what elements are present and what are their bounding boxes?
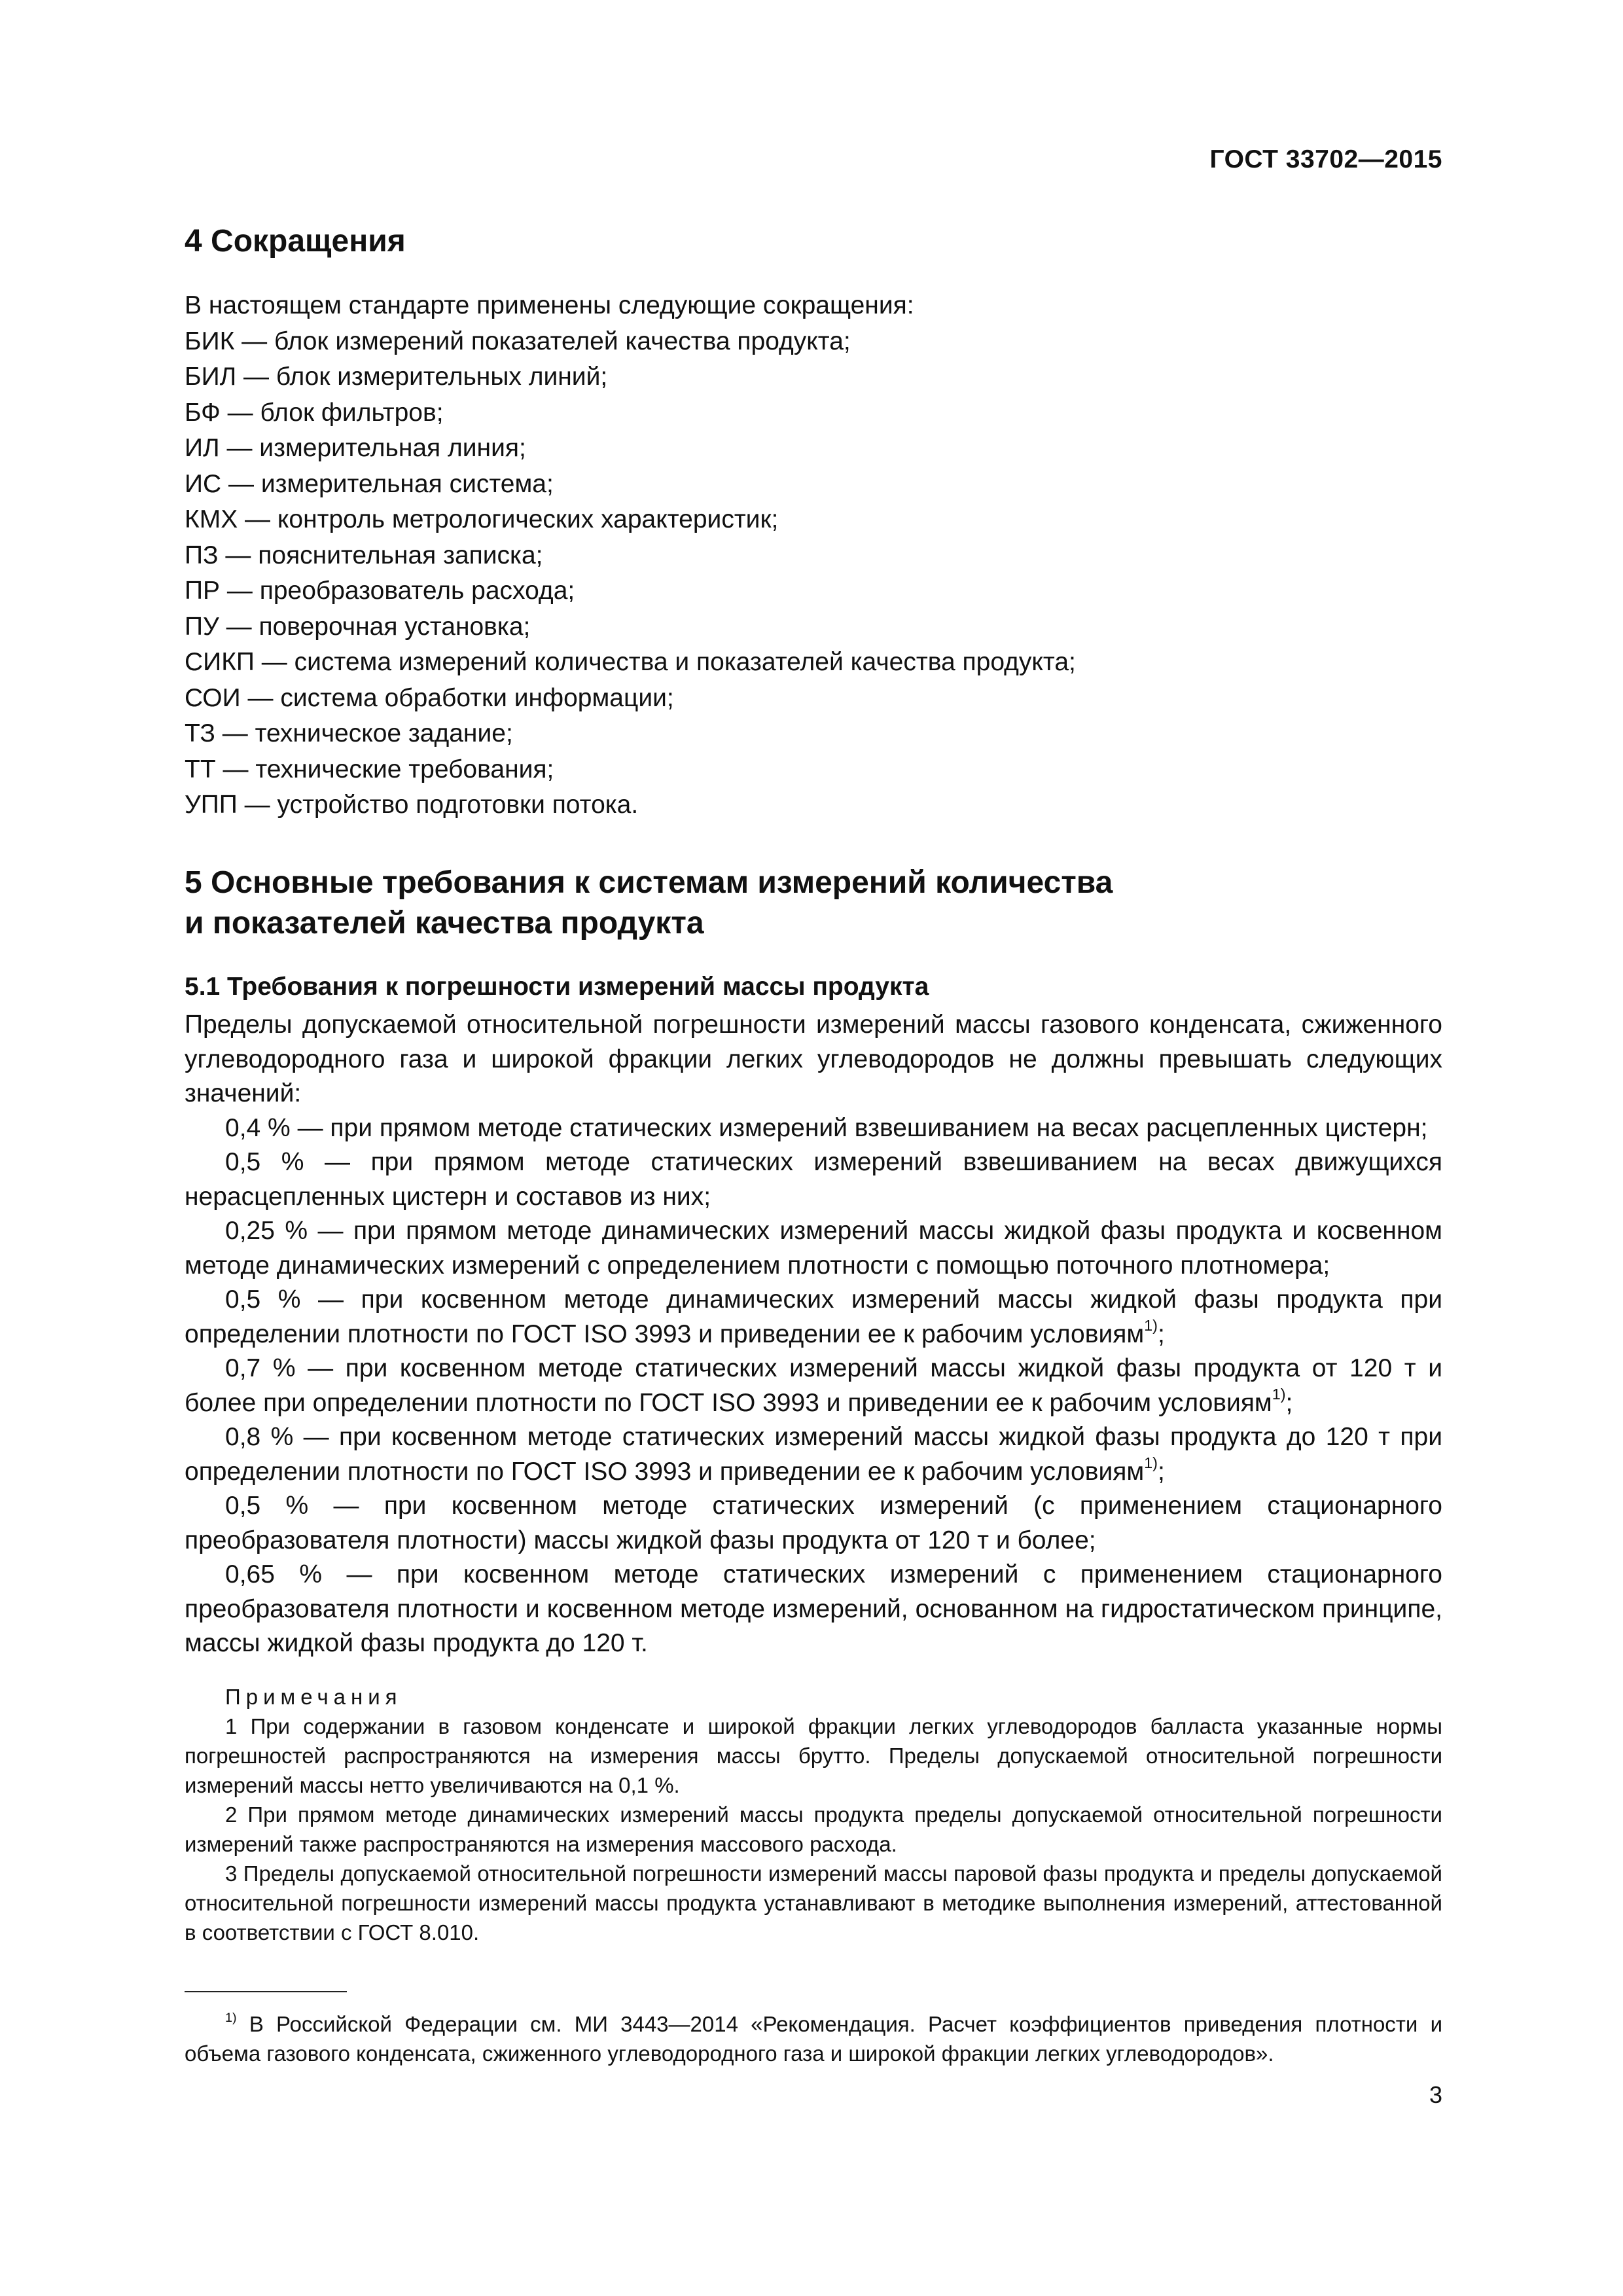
abbreviation-item: СОИ — система обработки информации;: [185, 683, 674, 712]
paragraph-text: Пределы допускаемой относительной погрешности измерений массы газового конденсата, сжиженного углеводородного газа и широкой фракции легких углеводородов не должны превышать следующих значений:: [185, 1011, 1442, 1107]
abbreviation-item: ТЗ — техническое задание;: [185, 719, 513, 747]
paragraph: [185, 1008, 1442, 1111]
abbreviation-item: БИЛ — блок измерительных линий;: [185, 363, 608, 391]
abbreviation-item: ТТ — технические требования;: [185, 755, 554, 783]
footnote-ref: 1): [1144, 1317, 1158, 1334]
abbreviation-item: БИК — блок измерений показателей качества продукта;: [185, 327, 851, 355]
section-5-title: [185, 863, 1113, 944]
requirement-item: [185, 1420, 1442, 1489]
requirement-text: 0,5 % — при прямом методе статических измерений взвешиванием на весах движущихся нерасцепленных цистерн и составов из них;: [185, 1148, 1442, 1211]
requirement-text: 0,8 % — при косвенном методе статических измерений массы жидкой фазы продукта до 120 т при определении плотности по ГОСТ ISO 3993 и приведении ее к рабочим условиям: [185, 1423, 1442, 1486]
requirement-text: 0,5 % — при косвенном методе статических измерений (с применением стационарного преобразователя плотности) массы жидкой фазы продукта от 120 т и более;: [185, 1492, 1442, 1554]
subsection-5-1-body: [185, 1008, 1442, 1661]
requirement-item: [185, 1489, 1442, 1558]
document-page: [185, 0, 1442, 2296]
requirement-tail: ;: [1285, 1388, 1293, 1417]
section-4-title: 4 Сокращения: [185, 224, 406, 259]
footnote-text: В Российской Федерации см. МИ 3443—2014 «Рекомендация. Расчет коэффициентов приведения плотности и объема газового конденсата, сжиженного углеводородного газа и широкой фракции легких углеводородов».: [185, 2012, 1442, 2066]
abbreviation-item: ПУ — поверочная установка;: [185, 612, 531, 641]
abbreviation-item: УПП — устройство подготовки потока.: [185, 791, 639, 819]
requirement-item: [185, 1283, 1442, 1352]
subsection-5-1-title: 5.1 Требования к погрешности измерений массы продукта: [185, 973, 929, 1001]
requirement-item: [185, 1111, 1442, 1146]
requirement-item: [185, 1558, 1442, 1661]
note-item: 1 При содержании в газовом конденсате и широкой фракции легких углеводородов балласта указанные нормы погрешностей распространяются на измерения массы брутто. Пределы допускаемой относительной погрешности измерений массы нетто увеличиваются на 0,1 %.: [185, 1714, 1442, 1797]
section-5-title-line1: 5 Основные требования к системам измерений количества: [185, 865, 1113, 900]
requirement-item: [185, 1214, 1442, 1283]
requirement-tail: ;: [1157, 1319, 1165, 1348]
footnote-ref: 1): [1144, 1454, 1158, 1471]
note-item: 3 Пределы допускаемой относительной погрешности измерений массы паровой фазы продукта и пределы допускаемой относительной погрешности измерений массы продукта устанавливают в методике выполнения измерений, аттестованной в соответствии с ГОСТ 8.010.: [185, 1861, 1442, 1945]
notes-title: Примечания: [225, 1685, 402, 1709]
requirement-text: 0,65 % — при косвенном методе статических измерений с применением стационарного преобразователя плотности и косвенном методе измерений, основанном на гидростатическом принципе, массы жидкой фазы продукта до 120 т.: [185, 1560, 1442, 1657]
note-item: 2 При прямом методе динамических измерений массы продукта пределы допускаемой относительной погрешности измерений также распространяются на измерения массового расхода.: [185, 1803, 1442, 1856]
footnote-ref: 1): [1272, 1386, 1286, 1403]
footnote-separator: [185, 1991, 347, 1992]
requirement-item: [185, 1145, 1442, 1214]
requirement-text: 0,5 % — при косвенном методе динамических измерений массы жидкой фазы продукта при определении плотности по ГОСТ ISO 3993 и приведении ее к рабочим условиям: [185, 1285, 1442, 1348]
notes-block: [185, 1682, 1442, 1947]
footnote: [185, 2009, 1442, 2068]
abbreviations-list: [185, 288, 1442, 823]
abbreviation-item: ИЛ — измерительная линия;: [185, 434, 526, 462]
requirement-text: 0,4 % — при прямом методе статических измерений взвешиванием на весах расцепленных цистерн;: [225, 1113, 1428, 1142]
abbreviation-item: СИКП — система измерений количества и показателей качества продукта;: [185, 648, 1076, 676]
abbreviation-item: ИС — измерительная система;: [185, 469, 554, 498]
abbreviation-item: ПЗ — пояснительная записка;: [185, 541, 543, 569]
abbreviation-item: КМХ — контроль метрологических характеристик;: [185, 505, 779, 533]
abbreviation-item: ПР — преобразователь расхода;: [185, 577, 575, 605]
abbreviations-intro: В настоящем стандарте применены следующие сокращения:: [185, 291, 914, 319]
requirement-tail: ;: [1157, 1457, 1165, 1486]
requirement-text: 0,25 % — при прямом методе динамических измерений массы жидкой фазы продукта и косвенном методе динамических измерений с определением плотности с помощью поточного плотномера;: [185, 1217, 1442, 1280]
abbreviation-item: БФ — блок фильтров;: [185, 398, 444, 427]
section-5-title-line2: и показателей качества продукта: [185, 906, 704, 941]
footnote-mark: 1): [225, 2011, 237, 2026]
requirement-item: [185, 1352, 1442, 1420]
document-code: ГОСТ 33702—2015: [1209, 145, 1442, 173]
page-number: 3: [1429, 2081, 1442, 2108]
requirement-text: 0,7 % — при косвенном методе статических измерений массы жидкой фазы продукта от 120 т и более при определении плотности по ГОСТ ISO 3993 и приведении ее к рабочим условиям: [185, 1354, 1442, 1417]
